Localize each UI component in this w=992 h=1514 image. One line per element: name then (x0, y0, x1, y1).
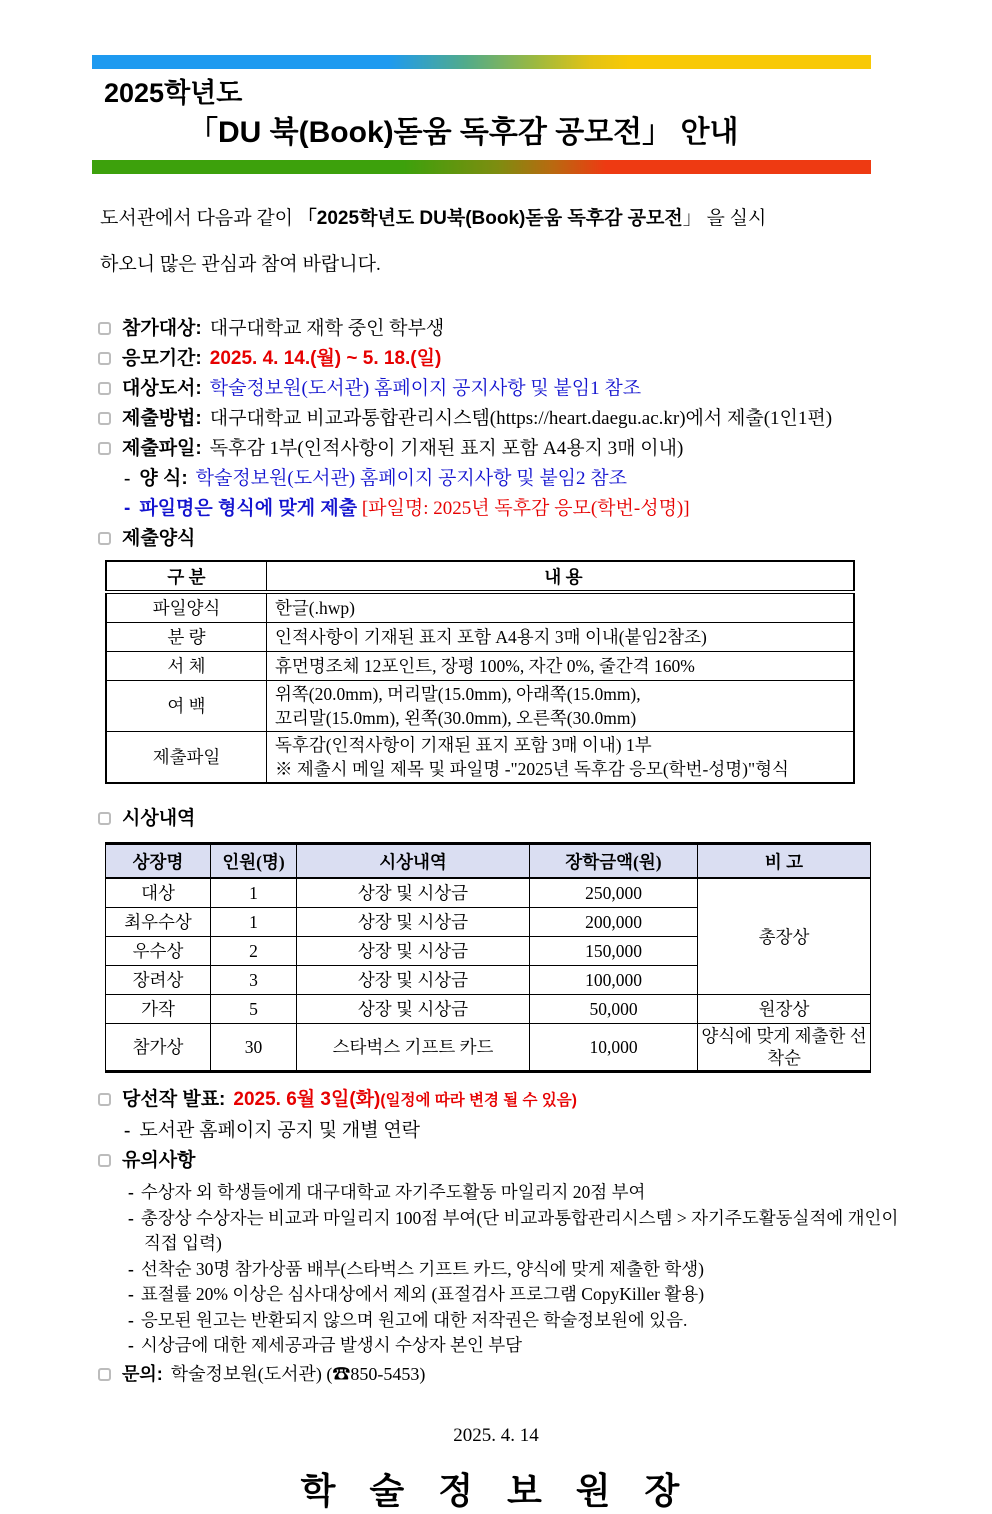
award-col-count: 인원(명) (211, 844, 297, 879)
filename-example: [파일명: 2025년 독후감 응모(학번-성명)] (361, 498, 690, 519)
announcement-sub-row (98, 1116, 900, 1146)
award-table (105, 842, 871, 1073)
intro-text-1: 도서관에서 다음과 같이 (100, 208, 298, 229)
checkbox-icon (98, 412, 111, 425)
award-name: 가작 (106, 995, 211, 1024)
award-name: 대상 (106, 878, 211, 908)
announcement-note: (일정에 따라 변경 될 수 있음) (380, 1092, 577, 1109)
format-row-content: 인적사항이 기재된 표지 포함 A4용지 3매 이내(붙임2참조) (267, 623, 855, 652)
checkbox-icon (98, 812, 111, 825)
dash-bullet: - (128, 1182, 134, 1202)
file-label: 제출파일: (122, 438, 202, 459)
award-section-title: 시상내역 (122, 808, 196, 829)
award-detail: 상장 및 시상금 (297, 878, 530, 908)
dash-bullet: - (128, 1284, 134, 1304)
format-row-label: 파일양식 (106, 592, 267, 623)
participants-value: 대구대학교 재학 중인 학부생 (209, 318, 445, 339)
table-header-row (106, 561, 854, 592)
award-note: 양식에 맞게 제출한 선착순 (698, 1024, 871, 1072)
intro-text-2: 」 을 실시 (682, 208, 767, 229)
signature-director: 학 술 정 보 원 장 (300, 1469, 692, 1511)
books-value: 학술정보원(도서관) 홈페이지 공지사항 및 붙임1 참조 (209, 378, 642, 399)
info-row-method (98, 404, 900, 434)
dash-bullet: - (128, 1207, 134, 1228)
dash-bullet: - (124, 498, 131, 519)
notice-text: 응모된 원고는 반환되지 않으며 원고에 대한 저작권은 학술정보원에 있음. (140, 1309, 688, 1330)
title-year: 2025학년도 (104, 78, 243, 108)
table-row (106, 652, 854, 681)
dash-bullet: - (124, 468, 131, 489)
award-note-merged: 총장상 (698, 878, 871, 995)
dash-bullet: - (128, 1309, 134, 1330)
award-amount: 10,000 (530, 1024, 698, 1072)
format-row-content: 한글(.hwp) (267, 592, 855, 623)
notice-text: 수상자 외 학생들에게 대구대학교 자기주도활동 마일리지 20점 부여 (140, 1182, 646, 1202)
notice-item (104, 1308, 909, 1334)
table-row (106, 623, 854, 652)
format-table (105, 560, 855, 784)
format-row-content: 휴먼명조체 12포인트, 장평 100%, 자간 0%, 줄간격 160% (267, 652, 855, 681)
award-amount: 100,000 (530, 966, 698, 995)
announcement-row (98, 1085, 900, 1116)
award-detail: 스타벅스 기프트 카드 (297, 1024, 530, 1072)
format-row-label: 여 백 (106, 681, 267, 732)
checkbox-icon (98, 322, 111, 335)
notice-item (104, 1257, 909, 1283)
form-label: 양 식: (139, 468, 188, 489)
format-row-label: 서 체 (106, 652, 267, 681)
form-value: 학술정보원(도서관) 홈페이지 공지사항 및 붙임2 참조 (195, 468, 627, 489)
info-row-participants (98, 314, 900, 344)
format-col-content: 내 용 (267, 561, 855, 592)
contact-row (98, 1359, 900, 1389)
info-row-filename (98, 494, 900, 524)
award-col-detail: 시상내역 (297, 844, 530, 879)
dash-bullet: - (128, 1258, 134, 1279)
checkbox-icon (98, 352, 111, 365)
award-detail: 상장 및 시상금 (297, 995, 530, 1024)
award-detail: 상장 및 시상금 (297, 937, 530, 966)
notice-item (104, 1206, 909, 1257)
margin-line-2: 꼬리말(15.0mm), 왼쪽(30.0mm), 오른쪽(30.0mm) (275, 708, 637, 728)
notice-text: 총장상 수상자는 비교과 마일리지 100점 부여(단 비교과통합관리시스템 > 자기주도활동실적에 개인이 직접 입력) (140, 1207, 899, 1253)
format-section-title: 제출양식 (122, 528, 196, 549)
format-row-content (267, 681, 855, 732)
checkbox-icon (98, 1154, 111, 1167)
period-value: 2025. 4. 14.(월) ~ 5. 18.(일) (209, 348, 442, 369)
award-detail: 상장 및 시상금 (297, 966, 530, 995)
checkbox-icon (98, 1093, 111, 1106)
format-row-label: 제출파일 (106, 732, 267, 784)
info-row-form (98, 464, 900, 494)
table-row (106, 592, 854, 623)
award-name: 우수상 (106, 937, 211, 966)
intro-text-3: 하오니 많은 관심과 참여 바랍니다. (100, 254, 381, 275)
info-row-period (98, 344, 900, 374)
top-gradient-bar (92, 55, 871, 69)
award-name: 장려상 (106, 966, 211, 995)
notice-item (104, 1180, 909, 1206)
info-row-file (98, 434, 900, 464)
award-count: 1 (211, 908, 297, 937)
award-name: 참가상 (106, 1024, 211, 1072)
checkbox-icon (98, 382, 111, 395)
title-underline-gradient-bar (92, 160, 871, 174)
award-amount: 50,000 (530, 995, 698, 1024)
notice-section-row (98, 1146, 900, 1176)
announcement-sub-text: 도서관 홈페이지 공지 및 개별 연락 (139, 1120, 421, 1141)
notice-text: 선착순 30명 참가상품 배부(스타벅스 기프트 카드, 양식에 맞게 제출한 학생) (140, 1258, 704, 1279)
award-detail: 상장 및 시상금 (297, 908, 530, 937)
format-col-category: 구 분 (106, 561, 267, 592)
format-row-content (267, 732, 855, 784)
announcement-date: 2025. 6월 3일(화) (233, 1089, 381, 1110)
award-amount: 250,000 (530, 878, 698, 908)
award-name: 최우수상 (106, 908, 211, 937)
table-row (106, 878, 871, 908)
notice-items (104, 1180, 909, 1359)
notice-text: 시상금에 대한 제세공과금 발생시 수상자 본인 부담 (140, 1335, 523, 1355)
dash-bullet: - (128, 1335, 134, 1355)
books-label: 대상도서: (122, 378, 202, 399)
method-value: 대구대학교 비교과통합관리시스템(https://heart.daegu.ac.kr)에서 제출(1인1편) (209, 408, 833, 429)
award-amount: 200,000 (530, 908, 698, 937)
award-col-name: 상장명 (106, 844, 211, 879)
table-header-row (106, 844, 871, 879)
award-count: 5 (211, 995, 297, 1024)
announcement-label: 당선작 발표: (122, 1089, 226, 1110)
info-list (98, 314, 900, 554)
intro-contest-name: 「2025학년도 DU북(Book)돋움 독후감 공모전 (297, 208, 683, 229)
dash-bullet: - (124, 1120, 131, 1141)
checkbox-icon (98, 442, 111, 455)
submitfile-line-1: 독후감(인적사항이 기재된 표지 포함 3매 이내) 1부 (275, 735, 652, 755)
table-row (106, 732, 854, 784)
page-title: 「DU 북(Book)돋움 독후감 공모전」 안내 (188, 116, 739, 149)
checkbox-icon (98, 532, 111, 545)
notice-item (104, 1282, 909, 1308)
info-row-books (98, 374, 900, 404)
format-row-label: 분 량 (106, 623, 267, 652)
award-count: 2 (211, 937, 297, 966)
filename-rule: 파일명은 형식에 맞게 제출 (139, 498, 358, 519)
award-col-note: 비 고 (698, 844, 871, 879)
margin-line-1: 위쪽(20.0mm), 머리말(15.0mm), 아래쪽(15.0mm), (275, 684, 641, 704)
bottom-list (98, 1085, 900, 1389)
file-value: 독후감 1부(인적사항이 기재된 표지 포함 A4용지 3매 이내) (209, 438, 684, 459)
award-note: 원장상 (698, 995, 871, 1024)
award-count: 30 (211, 1024, 297, 1072)
intro-paragraph (100, 196, 872, 288)
award-count: 1 (211, 878, 297, 908)
participants-label: 참가대상: (122, 318, 202, 339)
table-row (106, 995, 871, 1024)
award-count: 3 (211, 966, 297, 995)
notice-section-title: 유의사항 (122, 1150, 196, 1171)
section-awards (98, 804, 900, 834)
table-row (106, 1024, 871, 1072)
period-label: 응모기간: (122, 348, 202, 369)
contact-value: 학술정보원(도서관) (☎850-5453) (170, 1363, 426, 1384)
method-label: 제출방법: (122, 408, 202, 429)
notice-text: 표절률 20% 이상은 심사대상에서 제외 (표절검사 프로그램 CopyKiller 활용) (140, 1284, 705, 1304)
award-amount: 150,000 (530, 937, 698, 966)
notice-item (104, 1333, 909, 1359)
section-format (98, 524, 900, 554)
contact-label: 문의: (122, 1363, 163, 1384)
checkbox-icon (98, 1368, 111, 1381)
table-row (106, 681, 854, 732)
award-col-amount: 장학금액(원) (530, 844, 698, 879)
document-date: 2025. 4. 14 (453, 1424, 539, 1446)
submitfile-line-2: ※ 제출시 메일 제목 및 파일명 -"2025년 독후감 응모(학번-성명)"형식 (275, 759, 789, 779)
